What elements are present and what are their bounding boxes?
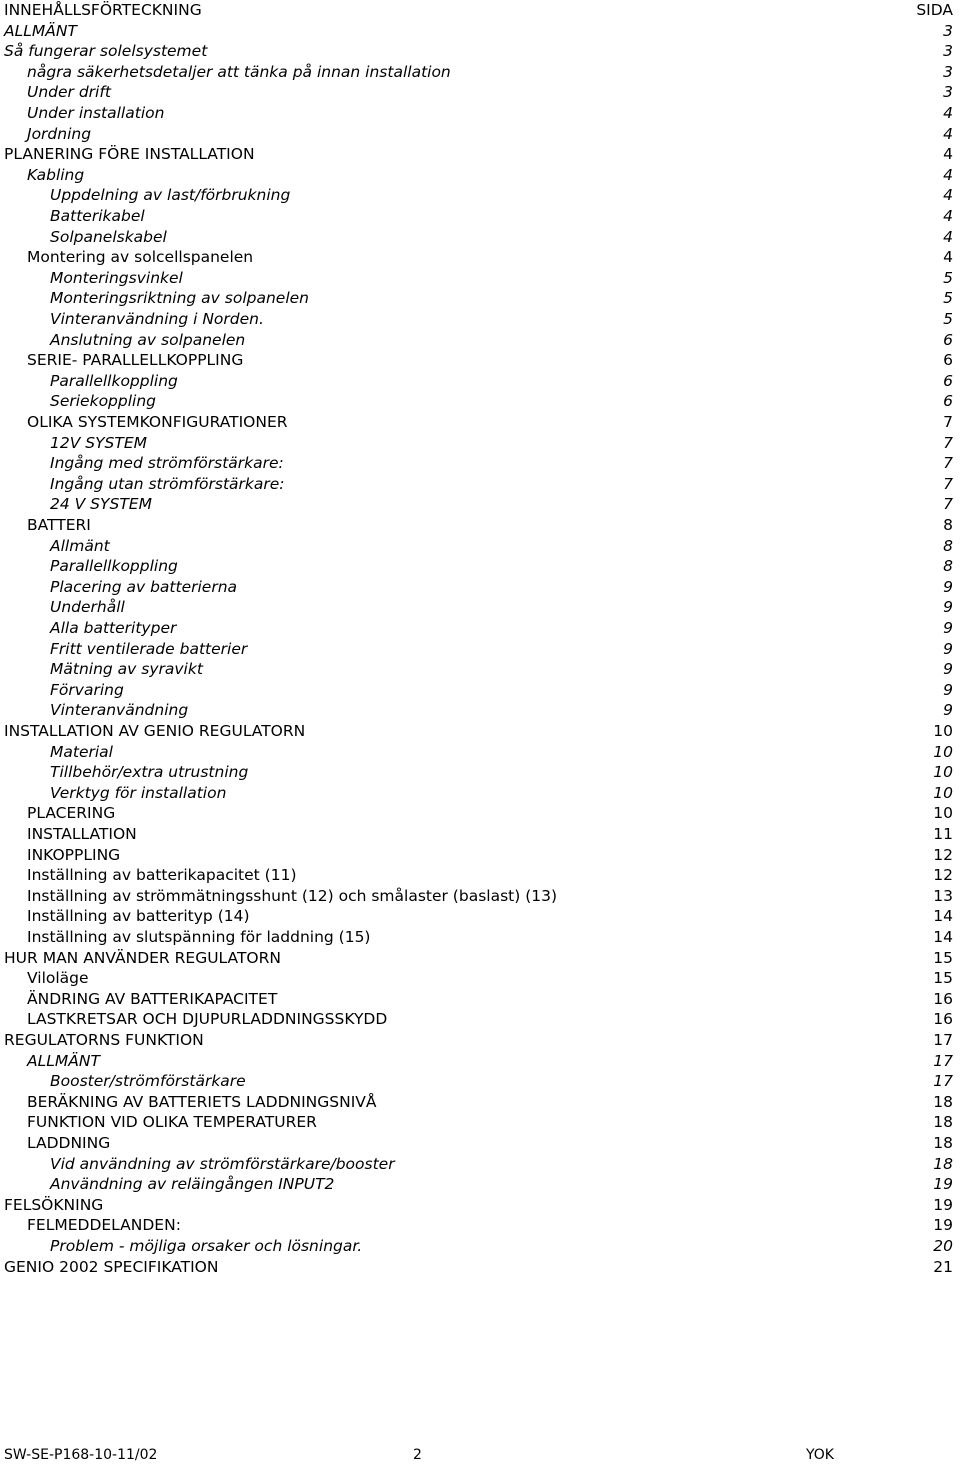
toc-entry[interactable]: [0, 1009, 960, 1030]
toc-entry-title: INKOPPLING: [27, 845, 121, 864]
toc-entry-title: Vinteranvändning: [50, 701, 189, 720]
toc-entry-page: 9: [943, 639, 953, 658]
toc-entry[interactable]: [0, 82, 960, 103]
toc-entry-page: 6: [943, 330, 953, 349]
toc-entry[interactable]: [0, 762, 960, 783]
toc-entry[interactable]: [0, 412, 960, 433]
toc-entry-page: 14: [933, 907, 953, 926]
footer-page-number: 2: [413, 1447, 422, 1463]
toc-heading: INNEHÅLLSFÖRTECKNING: [4, 1, 202, 19]
toc-entry-page: 12: [933, 866, 953, 885]
toc-entry[interactable]: [0, 1195, 960, 1216]
toc-entry[interactable]: [0, 124, 960, 145]
toc-entry-title: Parallellkoppling: [50, 557, 178, 576]
toc-entry[interactable]: [0, 618, 960, 639]
toc-entry-title: SERIE- PARALLELLKOPPLING: [27, 351, 244, 370]
toc-entry[interactable]: [0, 1071, 960, 1092]
toc-entry-title: LADDNING: [27, 1134, 111, 1152]
toc-entry-page: 4: [943, 186, 953, 205]
toc-entry-page: 3: [943, 21, 953, 40]
toc-entry-page: 10: [933, 763, 953, 782]
toc-entry[interactable]: [0, 474, 960, 495]
toc-entry-title: Booster/strömförstärkare: [50, 1072, 246, 1091]
toc-entry-page: 20: [933, 1237, 953, 1255]
toc-entry[interactable]: [0, 391, 960, 412]
toc-entry-title: Monteringsvinkel: [50, 268, 183, 287]
toc-entry[interactable]: [0, 185, 960, 206]
toc-entry-title: Viloläge: [27, 969, 89, 988]
toc-entry-page: 16: [933, 989, 953, 1008]
toc-entry-title: Ingång utan strömförstärkare:: [50, 474, 285, 493]
toc-entry-page: 19: [933, 1195, 953, 1214]
toc-entry-title: Så fungerar solelsystemet: [4, 42, 208, 61]
toc-entry-page: 18: [933, 1134, 953, 1152]
toc-entry[interactable]: [0, 721, 960, 742]
toc-entry-title: Tillbehör/extra utrustning: [50, 763, 249, 782]
toc-entry-title: Förvaring: [50, 680, 124, 699]
toc-entry-page: 9: [943, 577, 953, 596]
toc-entry-page: 11: [933, 825, 953, 843]
toc-entry-title: Montering av solcellspanelen: [27, 248, 254, 267]
toc-entry-title: Verktyg för installation: [50, 783, 227, 802]
toc-entry-title: REGULATORNS FUNKTION: [4, 1031, 204, 1049]
toc-entry-page: 17: [933, 1072, 953, 1091]
toc-entry-title: Ingång med strömförstärkare:: [50, 454, 284, 473]
toc-entry[interactable]: [0, 515, 960, 536]
toc-entry-title: Solpanelskabel: [50, 227, 167, 246]
toc-entry-title: Inställning av batterityp (14): [27, 907, 250, 926]
toc-entry[interactable]: [0, 1092, 960, 1113]
toc-entry[interactable]: [0, 989, 960, 1010]
toc-entry[interactable]: [0, 1236, 960, 1257]
toc-entry-page: 4: [943, 227, 953, 246]
toc-entry-page: 15: [933, 948, 953, 967]
toc-entry-page: 21: [933, 1257, 953, 1276]
toc-entry-page: 4: [943, 207, 953, 225]
toc-entry[interactable]: [0, 1030, 960, 1051]
footer-doc-id: SW-SE-P168-10-11/02: [4, 1447, 158, 1463]
toc-entry-title: några säkerhetsdetaljer att tänka på innan installation: [27, 62, 451, 81]
toc-entry[interactable]: [0, 247, 960, 268]
toc-entry-title: 24 V SYSTEM: [50, 495, 152, 514]
toc-entry[interactable]: [0, 1133, 960, 1154]
toc-entry-title: Användning av reläingången INPUT2: [50, 1175, 335, 1194]
toc-entry-title: Under installation: [27, 104, 165, 122]
toc-entry-page: 7: [943, 454, 953, 473]
toc-entry[interactable]: [0, 453, 960, 474]
toc-entry[interactable]: [0, 886, 960, 907]
toc-entry-page: 10: [933, 742, 953, 761]
toc-entry-page: 6: [943, 351, 953, 370]
toc-entry-title: Underhåll: [50, 598, 125, 617]
toc-entry[interactable]: [0, 1174, 960, 1195]
toc-entry[interactable]: [0, 330, 960, 351]
toc-entry-page: 7: [943, 413, 953, 431]
toc-entry[interactable]: [0, 350, 960, 371]
toc-entry[interactable]: [0, 371, 960, 392]
toc-entry-title: Jordning: [27, 124, 92, 143]
toc-entry-title: FUNKTION VID OLIKA TEMPERATURER: [27, 1113, 317, 1132]
toc-entry-page: 3: [943, 62, 953, 81]
toc-entry-page: 7: [943, 474, 953, 493]
toc-entry-title: PLACERING: [27, 804, 116, 823]
toc-entry-page: 3: [943, 83, 953, 102]
page-column-heading: SIDA: [916, 1, 953, 19]
toc-entry[interactable]: [0, 1154, 960, 1175]
toc-entry[interactable]: [0, 659, 960, 680]
page-footer: [0, 1446, 960, 1464]
toc-entry-title: Inställning av batterikapacitet (11): [27, 866, 297, 885]
toc-entry-title: Allmänt: [50, 536, 110, 555]
toc-entry-page: 18: [933, 1092, 953, 1111]
toc-entry[interactable]: [0, 227, 960, 248]
toc-entry-title: Parallellkoppling: [50, 371, 178, 390]
toc-entry-page: 9: [943, 701, 953, 720]
toc-entry[interactable]: [0, 41, 960, 62]
toc-entry-title: ÄNDRING AV BATTERIKAPACITET: [27, 989, 278, 1008]
toc-entry-title: Batterikabel: [50, 207, 145, 225]
toc-entry-title: Problem - möjliga orsaker och lösningar.: [50, 1237, 363, 1255]
toc-entry[interactable]: [0, 268, 960, 289]
toc-entry-title: Material: [50, 742, 113, 761]
toc-entry[interactable]: [0, 21, 960, 42]
toc-entry[interactable]: [0, 680, 960, 701]
toc-entry[interactable]: [0, 309, 960, 330]
toc-entry[interactable]: [0, 783, 960, 804]
toc-entry-page: 9: [943, 619, 953, 637]
toc-entry-page: 8: [943, 516, 953, 534]
toc-entry-page: 10: [933, 722, 953, 740]
toc-entry-page: 7: [943, 495, 953, 514]
toc-entry-page: 8: [943, 536, 953, 555]
toc-entry-title: Monteringsriktning av solpanelen: [50, 289, 309, 308]
toc-entry-page: 5: [943, 289, 953, 308]
toc-entry-page: 12: [933, 845, 953, 864]
toc-entry-page: 15: [933, 969, 953, 988]
toc-entry-page: 19: [933, 1175, 953, 1194]
toc-entry-page: 16: [933, 1010, 953, 1029]
toc-entry-title: GENIO 2002 SPECIFIKATION: [4, 1257, 219, 1276]
toc-entry[interactable]: [0, 968, 960, 989]
toc-entry[interactable]: [0, 824, 960, 845]
toc-entry-title: Inställning av slutspänning för laddning (15): [27, 928, 371, 946]
toc-entry-page: 5: [943, 310, 953, 328]
toc-entry-page: 6: [943, 371, 953, 390]
toc-entry-title: Placering av batterierna: [50, 577, 238, 596]
toc-entry-page: 7: [943, 433, 953, 452]
toc-entry-page: 4: [943, 165, 953, 184]
toc-entry-page: 19: [933, 1216, 953, 1235]
toc-entry[interactable]: [0, 845, 960, 866]
toc-entry[interactable]: [0, 700, 960, 721]
toc-entry[interactable]: [0, 865, 960, 886]
toc-entry[interactable]: [0, 906, 960, 927]
toc-entry[interactable]: [0, 948, 960, 969]
toc-entry[interactable]: [0, 206, 960, 227]
toc-entry-page: 4: [943, 248, 953, 267]
toc-entry-title: Kabling: [27, 165, 85, 184]
toc-entry-page: 17: [933, 1031, 953, 1049]
toc-entry-page: 17: [933, 1051, 953, 1070]
toc-entry-page: 8: [943, 557, 953, 576]
toc-entry[interactable]: [0, 165, 960, 186]
toc-entry[interactable]: [0, 433, 960, 454]
toc-header: [0, 0, 960, 21]
toc-entry-title: INSTALLATION AV GENIO REGULATORN: [4, 722, 306, 740]
toc-entry-title: BATTERI: [27, 516, 91, 534]
toc-entry[interactable]: [0, 556, 960, 577]
toc-entry-title: INSTALLATION: [27, 825, 137, 843]
toc-entry-page: 9: [943, 660, 953, 679]
toc-entry-page: 13: [933, 886, 953, 905]
toc-entry-page: 5: [943, 268, 953, 287]
toc-entry-title: OLIKA SYSTEMKONFIGURATIONER: [27, 413, 288, 431]
toc-entry[interactable]: [0, 927, 960, 948]
toc-entry-title: BERÄKNING AV BATTERIETS LADDNINGSNIVÅ: [27, 1092, 377, 1111]
toc-entry-title: ALLMÄNT: [4, 21, 77, 40]
toc-entry-title: Vinteranvändning i Norden.: [50, 310, 264, 328]
toc-entry[interactable]: [0, 597, 960, 618]
toc-entry-title: Mätning av syravikt: [50, 660, 203, 679]
footer-company: YOK: [806, 1447, 834, 1463]
toc-entry-page: 4: [943, 124, 953, 143]
toc-entry[interactable]: [0, 1257, 960, 1278]
toc-entry-page: 14: [933, 928, 953, 946]
toc-entry-page: 9: [943, 598, 953, 617]
toc-entry-title: Vid användning av strömförstärkare/booster: [50, 1154, 395, 1173]
toc-entry-title: HUR MAN ANVÄNDER REGULATORN: [4, 948, 281, 967]
toc-entry-page: 4: [943, 145, 953, 164]
toc-entry-title: Fritt ventilerade batterier: [50, 639, 248, 658]
toc-entry-title: FELSÖKNING: [4, 1195, 104, 1214]
toc-entry[interactable]: [0, 803, 960, 824]
toc-entry-page: 6: [943, 392, 953, 411]
toc-entry-title: Inställning av strömmätningsshunt (12) och smålaster (baslast) (13): [27, 886, 558, 905]
toc-entry[interactable]: [0, 742, 960, 763]
toc-entry-page: 9: [943, 680, 953, 699]
toc-entry-title: FELMEDDELANDEN:: [27, 1216, 181, 1235]
toc-entry[interactable]: [0, 288, 960, 309]
toc-entry[interactable]: [0, 639, 960, 660]
toc-entry-title: Seriekoppling: [50, 392, 157, 411]
toc-entry-page: 10: [933, 783, 953, 802]
toc-entry-title: 12V SYSTEM: [50, 433, 148, 452]
toc-entry-title: Alla batterityper: [50, 619, 177, 637]
toc-entry-page: 10: [933, 804, 953, 823]
toc-entry[interactable]: [0, 144, 960, 165]
toc-entry-title: Under drift: [27, 83, 111, 102]
toc-entry-title: Anslutning av solpanelen: [50, 330, 246, 349]
toc-entry[interactable]: [0, 1051, 960, 1072]
toc-entry-title: ALLMÄNT: [27, 1051, 100, 1070]
toc-entry[interactable]: [0, 1215, 960, 1236]
toc-entry-title: Uppdelning av last/förbrukning: [50, 186, 291, 205]
toc-entry-title: PLANERING FÖRE INSTALLATION: [4, 145, 255, 164]
toc-entry[interactable]: [0, 536, 960, 557]
toc-entry[interactable]: [0, 1112, 960, 1133]
toc-entry-title: LASTKRETSAR OCH DJUPURLADDNINGSSKYDD: [27, 1010, 388, 1029]
toc-entry-page: 3: [943, 42, 953, 61]
toc-entry-page: 18: [933, 1154, 953, 1173]
toc-entry-page: 18: [933, 1113, 953, 1132]
toc-entry[interactable]: [0, 103, 960, 124]
toc-entry[interactable]: [0, 62, 960, 83]
toc-entry[interactable]: [0, 494, 960, 515]
toc-entry[interactable]: [0, 577, 960, 598]
toc-entry-page: 4: [943, 104, 953, 122]
